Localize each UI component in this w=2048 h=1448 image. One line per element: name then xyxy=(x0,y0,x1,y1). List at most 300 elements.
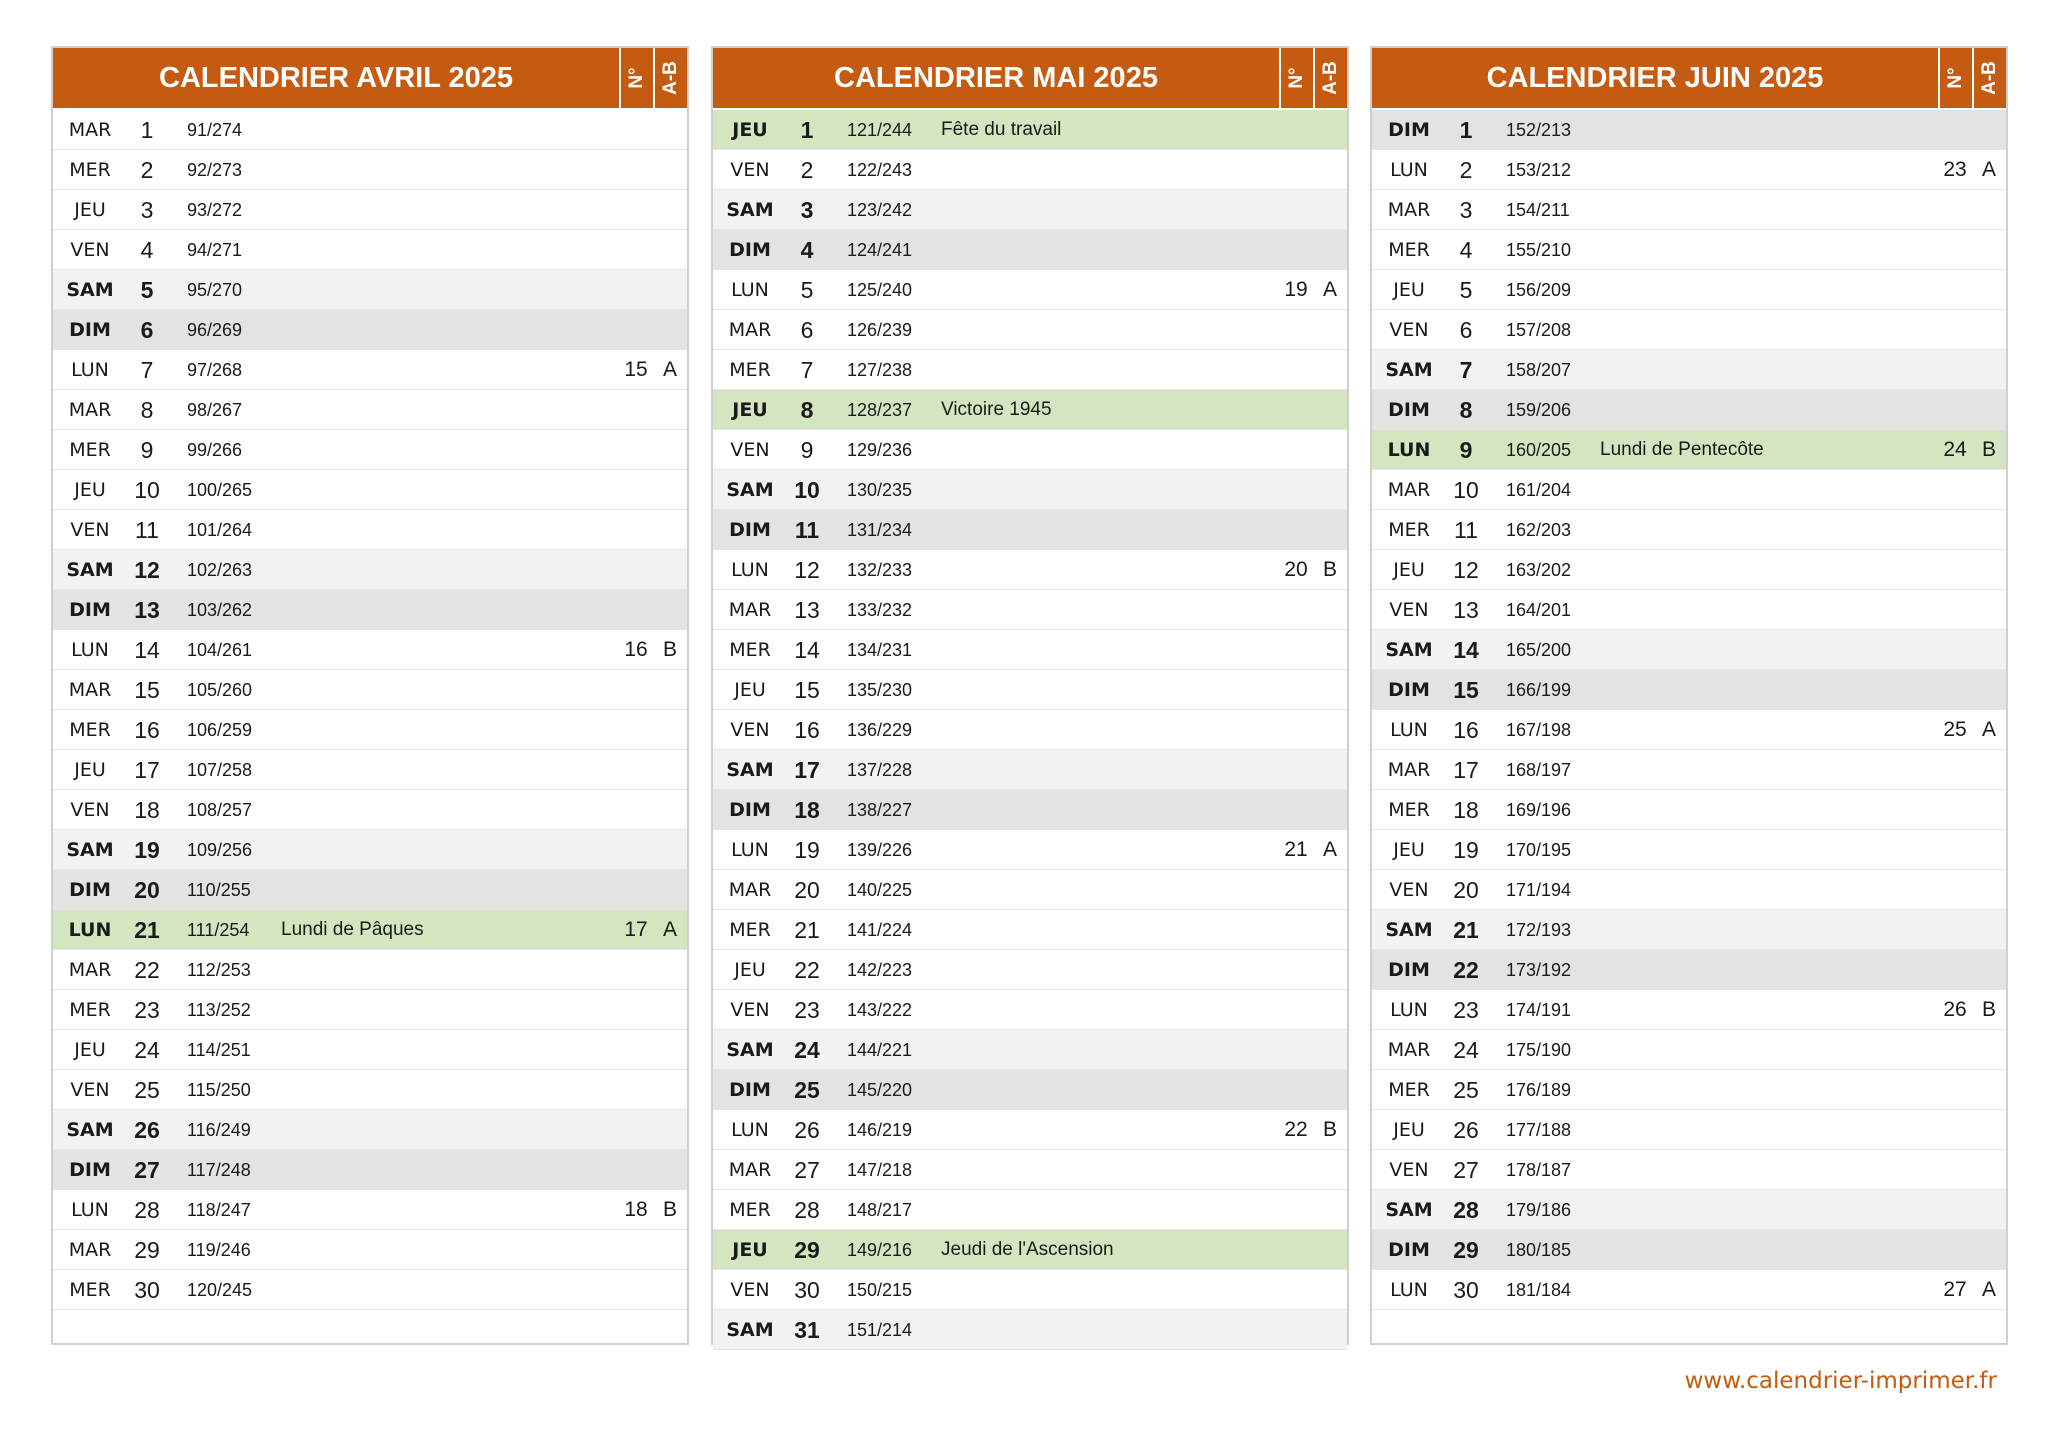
day-number: 1 xyxy=(1459,117,1473,143)
day-number: 16 xyxy=(1453,717,1479,743)
day-name: VEN xyxy=(1389,319,1429,341)
month-header xyxy=(1372,48,2006,108)
day-of-year: 112/253 xyxy=(187,960,251,980)
day-name: SAM xyxy=(66,839,114,861)
ab-week-header: A-B xyxy=(653,48,687,108)
day-number: 11 xyxy=(794,517,820,543)
day-of-year: 156/209 xyxy=(1506,280,1572,300)
day-name: MER xyxy=(729,919,771,941)
day-number: 1 xyxy=(800,117,814,143)
week-number: 15 xyxy=(624,358,648,381)
day-number: 7 xyxy=(800,357,814,383)
day-number: 18 xyxy=(1453,797,1479,823)
day-row xyxy=(53,110,687,150)
day-row xyxy=(713,750,1347,790)
day-name: VEN xyxy=(1389,1159,1429,1181)
day-number: 9 xyxy=(1459,437,1473,463)
week-number: 18 xyxy=(624,1198,648,1221)
day-number: 29 xyxy=(1453,1237,1479,1263)
holiday-row xyxy=(713,110,1347,150)
day-of-year: 104/261 xyxy=(187,640,253,660)
month-header xyxy=(53,48,687,108)
holiday-row xyxy=(713,390,1347,430)
day-number: 19 xyxy=(794,837,820,863)
day-row xyxy=(713,870,1347,910)
ab-week: B xyxy=(1981,998,1996,1021)
day-of-year: 171/194 xyxy=(1506,880,1572,900)
day-number: 31 xyxy=(794,1317,820,1343)
day-of-year: 105/260 xyxy=(187,680,253,700)
day-row xyxy=(53,1190,687,1230)
day-row xyxy=(1372,710,2006,750)
day-name: LUN xyxy=(71,639,109,661)
day-of-year: 173/192 xyxy=(1506,960,1572,980)
day-row xyxy=(713,1310,1347,1350)
day-row xyxy=(1372,350,2006,390)
ab-week: B xyxy=(1322,558,1337,581)
day-row xyxy=(53,270,687,310)
day-number: 29 xyxy=(134,1237,160,1263)
day-row xyxy=(53,710,687,750)
day-number: 5 xyxy=(1459,277,1473,303)
day-name: LUN xyxy=(1390,719,1428,741)
day-row xyxy=(53,630,687,670)
day-row xyxy=(1372,310,2006,350)
day-row xyxy=(1372,790,2006,830)
day-number: 12 xyxy=(794,557,820,583)
day-name: JEU xyxy=(1393,1119,1425,1141)
day-row xyxy=(713,1150,1347,1190)
day-row xyxy=(713,830,1347,870)
day-row xyxy=(713,470,1347,510)
day-of-year: 124/241 xyxy=(847,240,913,260)
week-number-header: N° xyxy=(619,48,653,108)
month-header xyxy=(713,48,1347,108)
day-row xyxy=(53,790,687,830)
day-name: JEU xyxy=(734,679,766,701)
day-row xyxy=(53,1230,687,1270)
day-row xyxy=(713,950,1347,990)
day-row xyxy=(1372,190,2006,230)
day-of-year: 92/273 xyxy=(187,160,243,180)
day-number: 10 xyxy=(1453,477,1479,503)
ab-week: A xyxy=(1981,1278,1996,1301)
day-name: JEU xyxy=(732,399,768,421)
day-of-year: 139/226 xyxy=(847,840,913,860)
day-of-year: 172/193 xyxy=(1506,920,1572,940)
day-number: 2 xyxy=(140,157,154,183)
day-name: VEN xyxy=(70,519,110,541)
day-of-year: 153/212 xyxy=(1506,160,1572,180)
day-row xyxy=(713,1270,1347,1310)
day-of-year: 158/207 xyxy=(1506,360,1572,380)
day-of-year: 159/206 xyxy=(1506,400,1572,420)
calendar-april xyxy=(51,46,689,1345)
day-of-year: 178/187 xyxy=(1506,1160,1572,1180)
day-of-year: 97/268 xyxy=(187,360,243,380)
day-row xyxy=(53,1150,687,1190)
day-of-year: 132/233 xyxy=(847,560,913,580)
day-of-year: 174/191 xyxy=(1506,1000,1572,1020)
day-name: MER xyxy=(1388,799,1430,821)
day-row xyxy=(1372,1070,2006,1110)
day-number: 25 xyxy=(134,1077,160,1103)
day-name: MAR xyxy=(728,879,772,901)
day-name: MAR xyxy=(728,319,772,341)
day-number: 3 xyxy=(800,197,814,223)
day-name: MAR xyxy=(68,679,112,701)
day-number: 14 xyxy=(134,637,160,663)
day-name: SAM xyxy=(726,199,774,221)
day-name: DIM xyxy=(1388,119,1430,141)
day-row xyxy=(1372,550,2006,590)
day-rows xyxy=(1372,110,2006,1310)
day-of-year: 100/265 xyxy=(187,480,253,500)
day-name: VEN xyxy=(730,719,770,741)
day-row xyxy=(53,150,687,190)
day-row xyxy=(713,150,1347,190)
day-number: 4 xyxy=(800,237,814,263)
day-of-year: 103/262 xyxy=(187,600,253,620)
day-name: JEU xyxy=(732,1239,768,1261)
ab-week: A xyxy=(1322,278,1337,301)
day-name: LUN xyxy=(71,359,109,381)
day-number: 8 xyxy=(800,397,814,423)
day-name: JEU xyxy=(734,959,766,981)
day-row xyxy=(1372,830,2006,870)
day-of-year: 167/198 xyxy=(1506,720,1572,740)
day-number: 30 xyxy=(794,1277,820,1303)
holiday-row xyxy=(1372,430,2006,470)
day-of-year: 169/196 xyxy=(1506,800,1572,820)
day-of-year: 93/272 xyxy=(187,200,243,220)
day-of-year: 94/271 xyxy=(187,240,243,260)
day-of-year: 114/251 xyxy=(187,1040,251,1060)
day-of-year: 180/185 xyxy=(1506,1240,1572,1260)
day-number: 26 xyxy=(794,1117,820,1143)
day-name: MAR xyxy=(68,119,112,141)
day-name: DIM xyxy=(729,239,771,261)
day-of-year: 122/243 xyxy=(847,160,913,180)
day-of-year: 157/208 xyxy=(1506,320,1572,340)
day-row xyxy=(713,190,1347,230)
day-of-year: 116/249 xyxy=(187,1120,251,1140)
day-row xyxy=(1372,910,2006,950)
day-number: 20 xyxy=(794,877,820,903)
day-name: LUN xyxy=(731,279,769,301)
day-of-year: 125/240 xyxy=(847,280,913,300)
day-of-year: 165/200 xyxy=(1506,640,1572,660)
day-number: 11 xyxy=(1454,517,1478,543)
day-number: 22 xyxy=(794,957,820,983)
day-of-year: 96/269 xyxy=(187,320,243,340)
day-number: 3 xyxy=(1459,197,1473,223)
calendar-may xyxy=(711,46,1349,1345)
day-name: MER xyxy=(729,639,771,661)
month-title: CALENDRIER MAI 2025 xyxy=(834,62,1158,94)
day-row xyxy=(713,270,1347,310)
week-number: 20 xyxy=(1284,558,1308,581)
day-of-year: 147/218 xyxy=(847,1160,913,1180)
day-name: DIM xyxy=(729,1079,771,1101)
day-of-year: 152/213 xyxy=(1506,120,1572,140)
day-number: 5 xyxy=(800,277,814,303)
day-number: 30 xyxy=(134,1277,160,1303)
holiday-name: Jeudi de l'Ascension xyxy=(941,1239,1114,1260)
day-number: 12 xyxy=(1453,557,1479,583)
day-number: 15 xyxy=(134,677,160,703)
day-number: 15 xyxy=(1453,677,1479,703)
day-number: 21 xyxy=(134,917,160,943)
day-of-year: 137/228 xyxy=(847,760,913,780)
day-name: JEU xyxy=(1393,279,1425,301)
day-name: VEN xyxy=(730,1279,770,1301)
day-of-year: 161/204 xyxy=(1506,480,1572,500)
day-row xyxy=(713,510,1347,550)
week-number: 22 xyxy=(1284,1118,1308,1141)
day-number: 24 xyxy=(1453,1037,1479,1063)
day-of-year: 115/250 xyxy=(187,1080,251,1100)
ab-week: A xyxy=(662,918,677,941)
day-number: 16 xyxy=(134,717,160,743)
day-number: 27 xyxy=(134,1157,160,1183)
day-rows xyxy=(713,110,1347,1350)
week-number: 16 xyxy=(624,638,648,661)
day-number: 14 xyxy=(1453,637,1479,663)
day-of-year: 140/225 xyxy=(847,880,913,900)
day-row xyxy=(1372,1270,2006,1310)
day-row xyxy=(53,350,687,390)
day-name: DIM xyxy=(1388,1239,1430,1261)
day-of-year: 149/216 xyxy=(847,1240,913,1260)
day-name: MER xyxy=(1388,519,1430,541)
day-row xyxy=(1372,470,2006,510)
week-number: 19 xyxy=(1284,278,1308,301)
day-name: MAR xyxy=(68,959,112,981)
day-name: MER xyxy=(1388,1079,1430,1101)
day-of-year: 135/230 xyxy=(847,680,913,700)
day-row xyxy=(1372,1110,2006,1150)
day-of-year: 181/184 xyxy=(1506,1280,1572,1300)
day-number: 28 xyxy=(134,1197,160,1223)
day-row xyxy=(1372,1150,2006,1190)
month-title: CALENDRIER AVRIL 2025 xyxy=(159,62,513,94)
day-row xyxy=(713,310,1347,350)
day-of-year: 164/201 xyxy=(1506,600,1572,620)
day-row xyxy=(713,1030,1347,1070)
day-of-year: 131/234 xyxy=(847,520,913,540)
calendar-june xyxy=(1370,46,2008,1345)
day-of-year: 177/188 xyxy=(1506,1120,1572,1140)
day-number: 20 xyxy=(134,877,160,903)
day-row xyxy=(1372,950,2006,990)
day-row xyxy=(713,790,1347,830)
day-name: JEU xyxy=(74,1039,106,1061)
day-of-year: 119/246 xyxy=(187,1240,251,1260)
day-number: 4 xyxy=(140,237,154,263)
day-row xyxy=(1372,270,2006,310)
day-number: 26 xyxy=(1453,1117,1479,1143)
day-number: 17 xyxy=(1453,757,1479,783)
day-of-year: 179/186 xyxy=(1506,1200,1572,1220)
day-row xyxy=(1372,590,2006,630)
week-number: 25 xyxy=(1943,718,1967,741)
holiday-row xyxy=(53,910,687,950)
day-name: SAM xyxy=(66,559,114,581)
day-name: MAR xyxy=(1387,199,1431,221)
week-number: 27 xyxy=(1943,1278,1967,1301)
day-number: 15 xyxy=(794,677,820,703)
day-row xyxy=(713,670,1347,710)
day-number: 19 xyxy=(134,837,160,863)
day-number: 2 xyxy=(800,157,814,183)
day-number: 22 xyxy=(1453,957,1479,983)
ab-week: B xyxy=(662,1198,677,1221)
day-name: JEU xyxy=(1393,559,1425,581)
ab-week: B xyxy=(662,638,677,661)
day-of-year: 168/197 xyxy=(1506,760,1572,780)
day-name: SAM xyxy=(726,479,774,501)
day-name: LUN xyxy=(1390,1279,1428,1301)
day-name: LUN xyxy=(68,919,112,941)
day-number: 13 xyxy=(1453,597,1479,623)
day-row xyxy=(53,1030,687,1070)
day-of-year: 108/257 xyxy=(187,800,253,820)
day-row xyxy=(53,510,687,550)
day-of-year: 154/211 xyxy=(1506,200,1570,220)
day-row xyxy=(713,1070,1347,1110)
day-name: LUN xyxy=(1390,159,1428,181)
day-of-year: 133/232 xyxy=(847,600,913,620)
day-number: 23 xyxy=(794,997,820,1023)
day-number: 16 xyxy=(794,717,820,743)
day-of-year: 110/255 xyxy=(187,880,251,900)
day-of-year: 166/199 xyxy=(1506,680,1572,700)
day-name: SAM xyxy=(1385,639,1433,661)
day-of-year: 118/247 xyxy=(187,1200,251,1220)
day-of-year: 163/202 xyxy=(1506,560,1572,580)
day-row xyxy=(713,430,1347,470)
day-row xyxy=(1372,1230,2006,1270)
holiday-name: Lundi de Pâques xyxy=(281,919,424,940)
day-row xyxy=(53,310,687,350)
day-number: 11 xyxy=(135,517,159,543)
day-of-year: 136/229 xyxy=(847,720,913,740)
ab-week: A xyxy=(1981,718,1996,741)
day-row xyxy=(713,990,1347,1030)
day-row xyxy=(713,230,1347,270)
day-of-year: 142/223 xyxy=(847,960,913,980)
day-row xyxy=(713,1190,1347,1230)
day-name: MER xyxy=(729,1199,771,1221)
week-number-header: N° xyxy=(1938,48,1972,108)
day-of-year: 145/220 xyxy=(847,1080,913,1100)
day-name: MAR xyxy=(1387,759,1431,781)
day-row xyxy=(1372,750,2006,790)
day-of-year: 111/254 xyxy=(187,920,250,940)
day-row xyxy=(713,590,1347,630)
day-rows xyxy=(53,110,687,1310)
day-name: DIM xyxy=(1388,679,1430,701)
day-name: LUN xyxy=(71,1199,109,1221)
ab-week: A xyxy=(1981,158,1996,181)
day-name: JEU xyxy=(74,479,106,501)
day-name: VEN xyxy=(730,439,770,461)
day-row xyxy=(1372,670,2006,710)
day-number: 20 xyxy=(1453,877,1479,903)
day-row xyxy=(53,590,687,630)
day-row xyxy=(713,630,1347,670)
holiday-name: Fête du travail xyxy=(941,119,1062,140)
day-name: MAR xyxy=(728,599,772,621)
day-name: MER xyxy=(729,359,771,381)
day-name: VEN xyxy=(70,239,110,261)
day-row xyxy=(53,470,687,510)
day-row xyxy=(53,1110,687,1150)
day-row xyxy=(713,550,1347,590)
day-row xyxy=(1372,510,2006,550)
day-row xyxy=(1372,630,2006,670)
day-number: 9 xyxy=(800,437,814,463)
day-name: MAR xyxy=(68,399,112,421)
day-name: MER xyxy=(1388,239,1430,261)
day-number: 12 xyxy=(134,557,160,583)
day-of-year: 175/190 xyxy=(1506,1040,1572,1060)
day-number: 30 xyxy=(1453,1277,1479,1303)
day-number: 23 xyxy=(134,997,160,1023)
day-of-year: 150/215 xyxy=(847,1280,913,1300)
day-of-year: 106/259 xyxy=(187,720,253,740)
day-name: SAM xyxy=(66,279,114,301)
day-name: MER xyxy=(69,159,111,181)
day-number: 28 xyxy=(794,1197,820,1223)
day-number: 27 xyxy=(794,1157,820,1183)
holiday-name: Victoire 1945 xyxy=(941,399,1052,420)
day-of-year: 160/205 xyxy=(1506,440,1572,460)
day-name: MER xyxy=(69,439,111,461)
day-of-year: 134/231 xyxy=(847,640,913,660)
day-row xyxy=(713,910,1347,950)
month-title: CALENDRIER JUIN 2025 xyxy=(1486,62,1824,94)
day-of-year: 127/238 xyxy=(847,360,913,380)
day-name: SAM xyxy=(726,1039,774,1061)
day-number: 28 xyxy=(1453,1197,1479,1223)
day-number: 25 xyxy=(794,1077,820,1103)
day-row xyxy=(53,390,687,430)
day-row xyxy=(53,430,687,470)
day-of-year: 113/252 xyxy=(187,1000,251,1020)
ab-week: B xyxy=(1981,438,1996,461)
day-name: MAR xyxy=(68,1239,112,1261)
day-of-year: 141/224 xyxy=(847,920,913,940)
day-row xyxy=(1372,390,2006,430)
holiday-name: Lundi de Pentecôte xyxy=(1600,439,1764,460)
day-row xyxy=(53,990,687,1030)
day-number: 21 xyxy=(1453,917,1479,943)
day-number: 27 xyxy=(1453,1157,1479,1183)
day-number: 7 xyxy=(1459,357,1473,383)
day-number: 6 xyxy=(140,317,154,343)
day-row xyxy=(53,870,687,910)
day-of-year: 121/244 xyxy=(847,120,913,140)
day-row xyxy=(53,670,687,710)
day-number: 1 xyxy=(140,117,154,143)
day-row xyxy=(53,1070,687,1110)
website-footer: www.calendrier-imprimer.fr xyxy=(1684,1368,1997,1394)
day-name: VEN xyxy=(730,159,770,181)
day-number: 22 xyxy=(134,957,160,983)
day-number: 7 xyxy=(140,357,154,383)
